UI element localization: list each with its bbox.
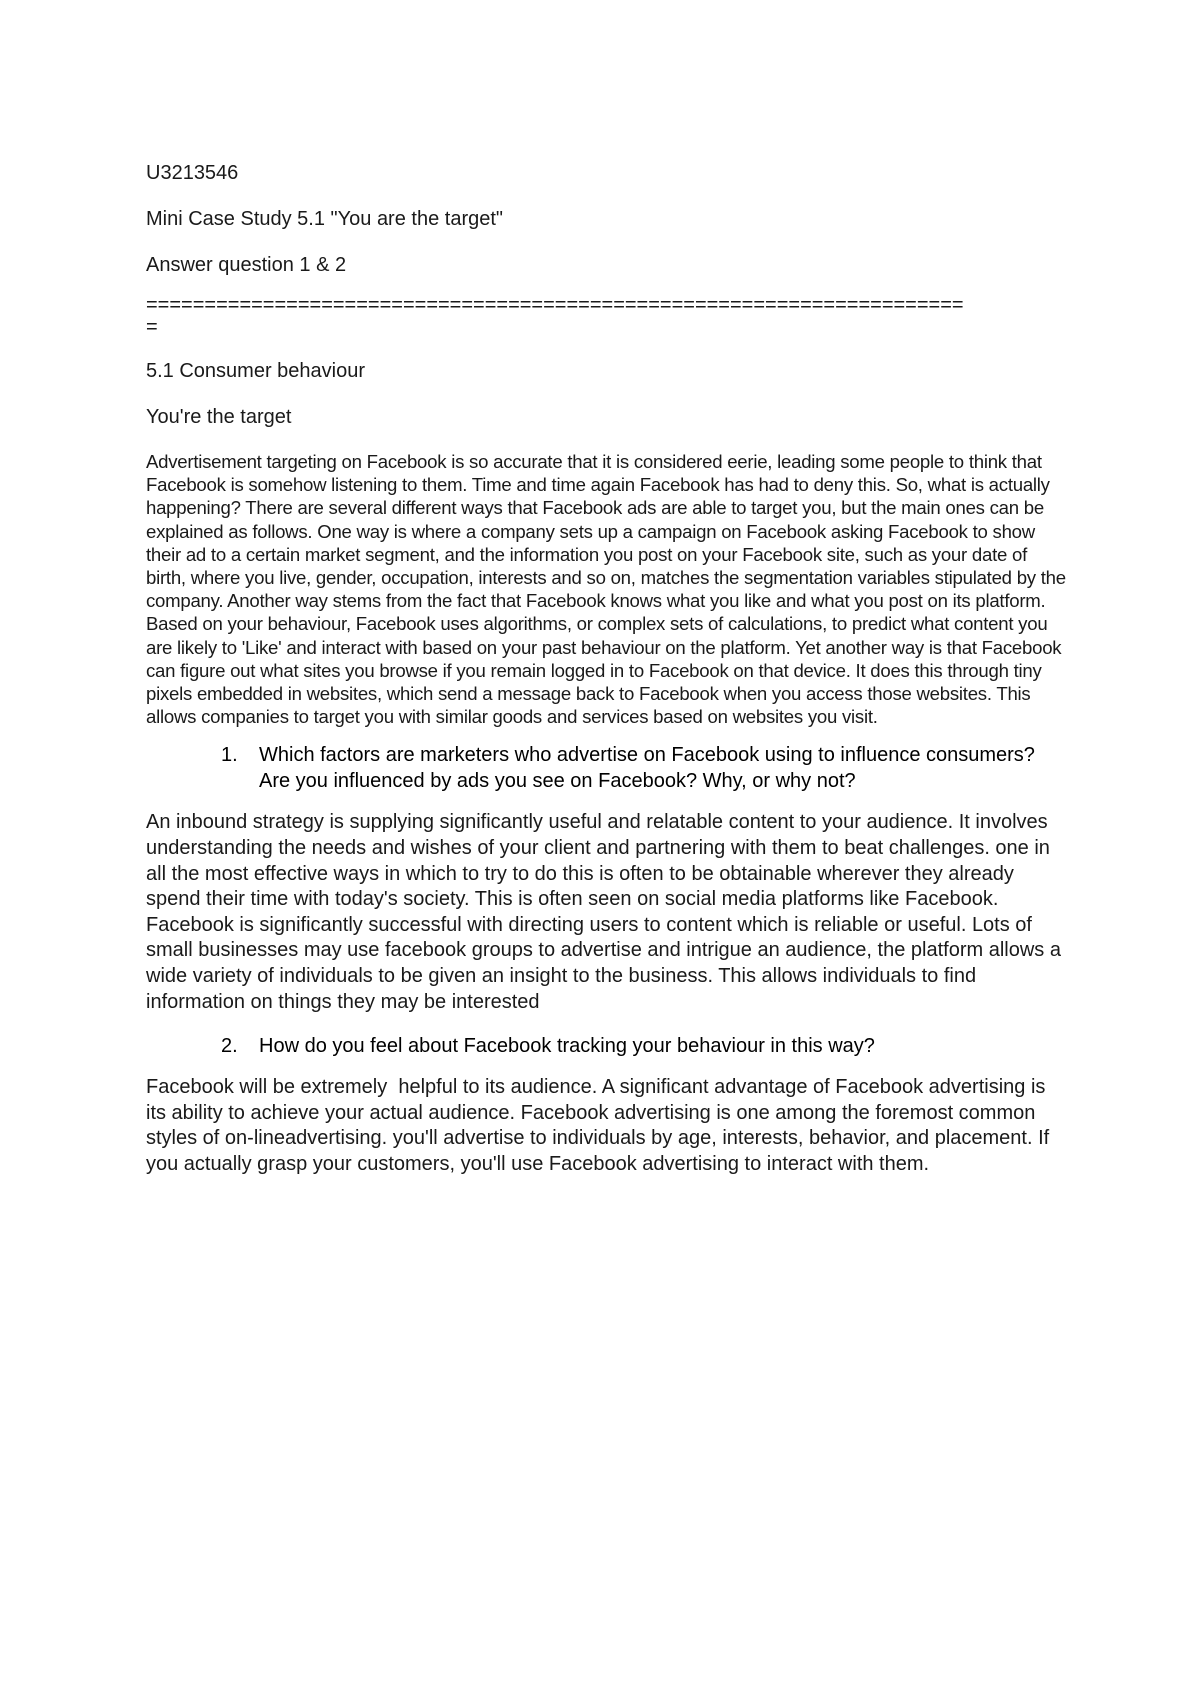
case-study-text: Advertisement targeting on Facebook is so accurate that it is considered eerie, leading some people to think that Facebook is somehow listening to them. Time and time again Facebook has had to deny this. So, what is actually happening? There are several different ways that Facebook ads are able to target you, but the main ones can be explained as follows. One way is where a company sets up a campaign on Facebook asking Facebook to show their ad to a certain market segment, and the information you post on your Facebook site, such as your date of birth, where you live, gender, occupation, interests and so on, matches the segmentation variables stipulated by the company. Another way stems from the fact that Facebook knows what you like and what you post on its platform. Based on your behaviour, Facebook uses algorithms, or complex sets of calculations, to predict what content you are likely to 'Like' and interact with based on your past behaviour on the platform. Yet another way is that Facebook can figure out what sites you browse if you remain logged in to Facebook on that device. It does this through tiny pixels embedded in websites, which send a message back to Facebook when you access those websites. This allows companies to target you with similar goods and services based on websites you visit.	[146, 451, 1071, 728]
question-2	[146, 1033, 1066, 1059]
question-text: How do you feel about Facebook tracking your behaviour in this way?	[259, 1035, 875, 1058]
separator-tail: =	[146, 316, 158, 338]
question-number: 2.	[221, 1035, 238, 1058]
answer-2: Facebook will be extremely helpful to its audience. A significant advantage of Facebook advertising is its ability to achieve your actual audience. Facebook advertising is one among the foremost common styles of on-lineadvertising. you'll advertise to individuals by age, interests, behavior, and placement. If you actually grasp your customers, you'll use Facebook advertising to interact with them.	[146, 1076, 1055, 1175]
separator-line	[146, 294, 1066, 338]
section-heading: 5.1 Consumer behaviour	[146, 360, 366, 382]
document-title: Mini Case Study 5.1 "You are the target"	[146, 208, 504, 230]
question-text: Which factors are marketers who advertise on Facebook using to influence consumers? Are you influenced by ads you see on Facebook? Why, or why not?	[259, 744, 1035, 793]
document-instruction: Answer question 1 & 2	[146, 254, 347, 276]
question-number: 1.	[221, 744, 238, 767]
answer-1: An inbound strategy is supplying significantly useful and relatable content to your audience. It involves understanding the needs and wishes of your client and partnering with them to beat challenges. one in all the most effective ways in which to try to do this is often to be obtainable wherever they already spend their time with today's society. This is often seen on social media platforms like Facebook. Facebook is significantly successful with directing users to content which is reliable or useful. Lots of small businesses may use facebook groups to advertise and intrigue an audience, the platform allows a wide variety of individuals to be given an insight to the business. This allows individuals to find information on things they may be interested	[146, 811, 1067, 1013]
question-1	[146, 742, 1066, 794]
document-id: U3213546	[146, 162, 239, 184]
separator-main: ======================================================================	[146, 294, 964, 316]
section-subheading: You're the target	[146, 406, 292, 428]
document-body	[146, 160, 1071, 1196]
